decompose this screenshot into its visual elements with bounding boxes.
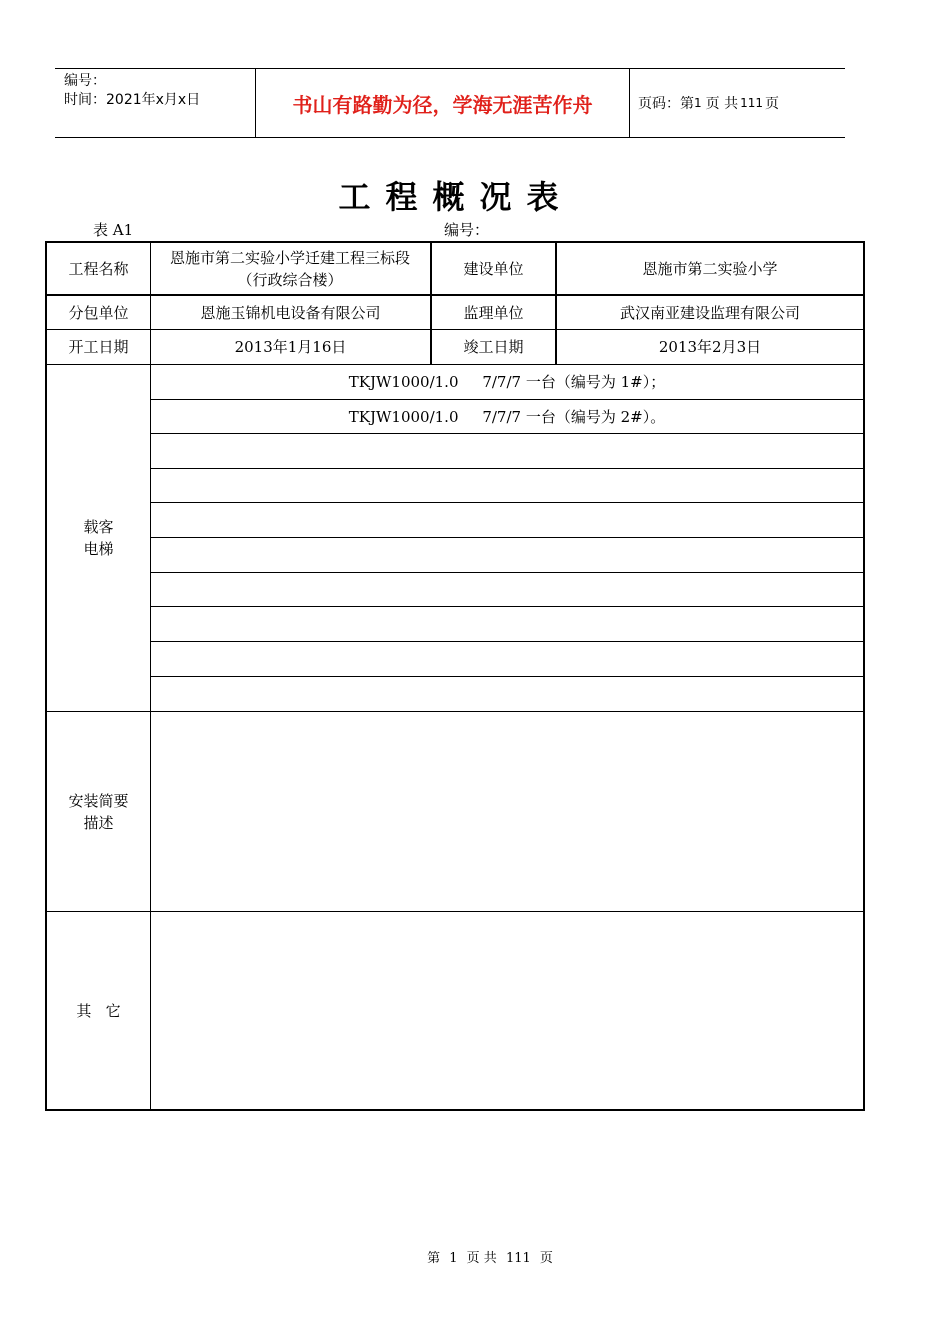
- install-description-value[interactable]: [151, 712, 863, 911]
- supervisor-label: 监理单位: [463, 303, 524, 322]
- elevator-row: TKJW1000/1.0 7/7/7 一台（编号为 1#）；: [348, 373, 666, 391]
- install-description-label: 安装简要 描述: [68, 791, 129, 832]
- project-overview-table: [45, 241, 865, 1111]
- motto: 书山有路勤为径，学海无涯苦作舟: [255, 69, 630, 137]
- supervisor-value: 武汉南亚建设监理有限公司: [619, 303, 800, 322]
- other-value[interactable]: [151, 912, 863, 1109]
- form-id: 表 A1: [93, 221, 134, 239]
- project-name-value: 恩施市第二实验小学迁建工程三标段（行政综合楼）: [169, 248, 410, 289]
- end-date-value: 2013年2月3日: [658, 338, 762, 356]
- project-name-label: 工程名称: [68, 259, 129, 278]
- number-label: 编号：: [64, 73, 106, 89]
- end-date-label: 竣工日期: [463, 338, 524, 356]
- start-date-value: 2013年1月16日: [234, 338, 347, 356]
- builder-label: 建设单位: [463, 259, 524, 278]
- header-page-info: 页码：第 1 页 共 111 页: [638, 96, 779, 112]
- subcontractor-label: 分包单位: [68, 303, 129, 322]
- page-header: [55, 68, 845, 138]
- time-label: 时间：2021年x月x日: [64, 92, 201, 108]
- other-label: 其 它: [76, 1001, 121, 1020]
- page-footer: 第 1 页 共 111 页: [427, 1251, 553, 1266]
- start-date-label: 开工日期: [68, 338, 129, 356]
- elevator-label: 载客 电梯: [83, 518, 114, 558]
- elevator-row: TKJW1000/1.0 7/7/7 一台（编号为 2#）。: [348, 407, 666, 426]
- serial-label: 编号：: [444, 221, 490, 239]
- page-title: 工程概况表: [338, 178, 574, 216]
- subcontractor-value: 恩施玉锦机电设备有限公司: [200, 303, 381, 322]
- header-info: [55, 69, 255, 137]
- builder-value: 恩施市第二实验小学: [642, 259, 778, 278]
